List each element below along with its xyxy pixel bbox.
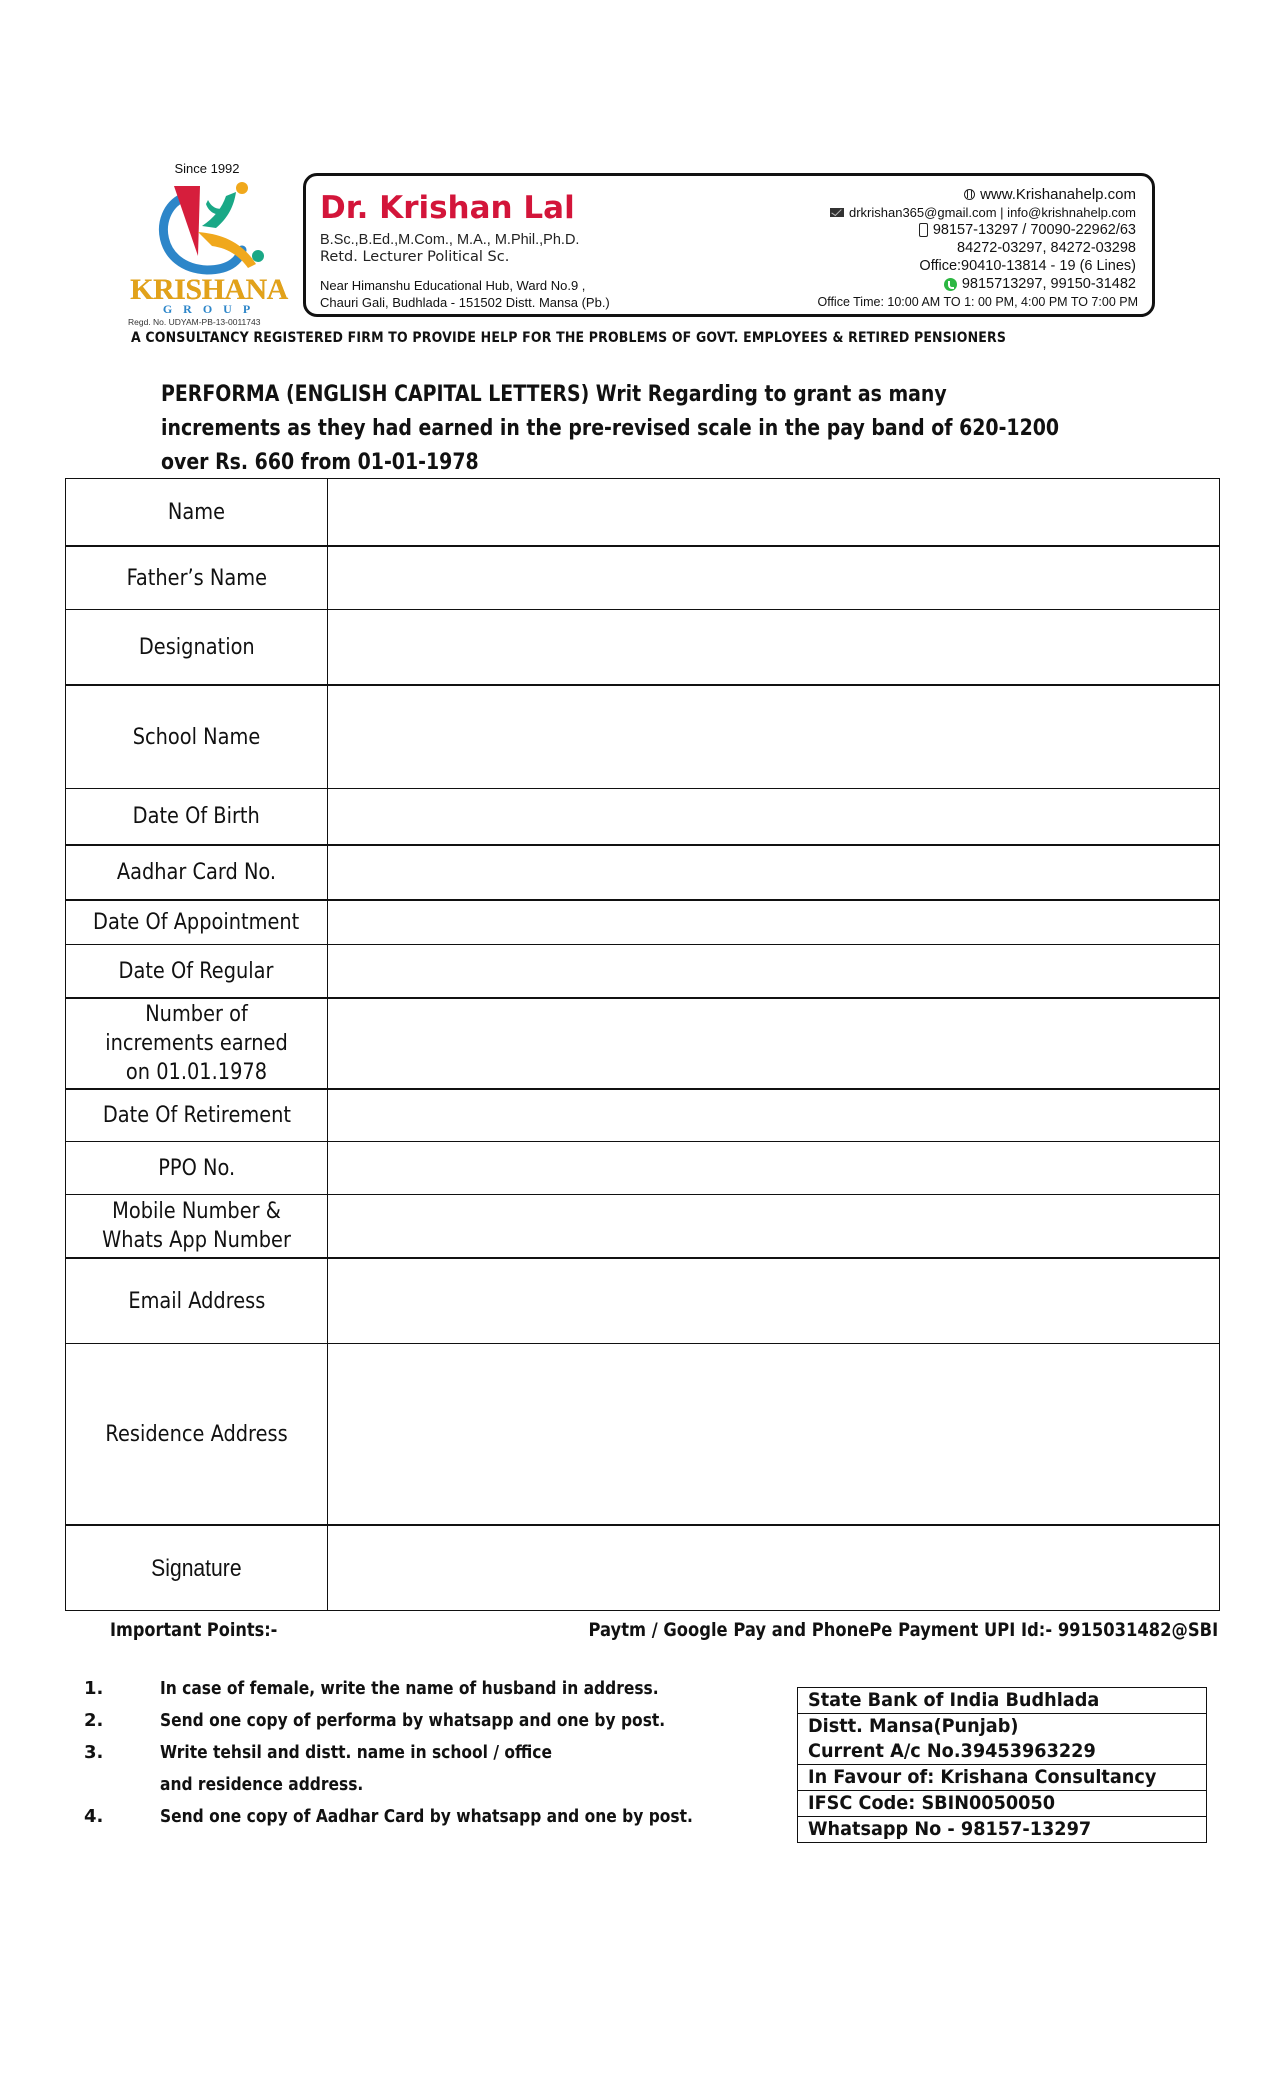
bank-ifsc: IFSC Code: SBIN0050050	[808, 1792, 1056, 1814]
form-row-signature	[66, 1524, 1219, 1610]
list-item	[84, 1801, 784, 1833]
point-text: Write tehsil and distt. name in school / office and residence address.	[160, 1742, 552, 1795]
form-row-residence-address	[66, 1343, 1219, 1524]
firm-tagline: A CONSULTANCY REGISTERED FIRM TO PROVIDE HELP FOR THE PROBLEMS OF GOVT. EMPLOYEES & RETIRED PENSIONERS	[131, 330, 1007, 346]
list-item	[84, 1737, 784, 1801]
krishana-group-logo	[122, 160, 307, 332]
date-of-retirement-field[interactable]	[328, 1090, 1219, 1141]
website-line	[817, 185, 1136, 204]
bank-favour-row	[798, 1764, 1206, 1790]
bank-whatsapp-row	[798, 1816, 1206, 1842]
important-points-list	[84, 1673, 784, 1833]
form-row-date-of-birth	[66, 788, 1219, 844]
form-title-line-3: over Rs. 660 from 01-01-1978	[161, 450, 479, 475]
doctor-position: Retd. Lecturer Political Sc.	[320, 249, 510, 265]
bank-account-row	[798, 1713, 1206, 1764]
bank-whatsapp: Whatsapp No - 98157-13297	[808, 1818, 1092, 1840]
form-row-school-name	[66, 684, 1219, 788]
mail-icon	[830, 208, 844, 217]
point-number: 1.	[84, 1678, 104, 1699]
brand-group: GROUP	[162, 302, 262, 316]
form-row-date-of-regular	[66, 944, 1219, 997]
point-number: 4.	[84, 1806, 104, 1827]
office-phone: Office:90410-13814 - 19 (6 Lines)	[919, 258, 1136, 274]
residence-address-field[interactable]	[328, 1344, 1219, 1524]
bank-ifsc-row	[798, 1790, 1206, 1816]
email-line	[817, 204, 1136, 221]
important-points-heading: Important Points:-	[110, 1619, 278, 1641]
school-name-field[interactable]	[328, 686, 1219, 788]
logo-orange-head	[236, 182, 248, 194]
logo-mark-icon	[152, 178, 272, 278]
list-item	[84, 1705, 784, 1737]
doctor-name: Dr. Krishan Lal	[320, 190, 575, 226]
since-year: Since 1992	[174, 161, 240, 176]
bank-details-box	[797, 1687, 1207, 1843]
form-row-increments	[66, 997, 1219, 1088]
field-label: Residence Address	[66, 1344, 328, 1524]
date-of-regular-field[interactable]	[328, 945, 1219, 997]
form-row-date-of-appointment	[66, 899, 1219, 944]
form-row-mobile	[66, 1194, 1219, 1257]
field-label: Designation	[66, 610, 328, 684]
point-number: 3.	[84, 1742, 104, 1763]
form-row-designation	[66, 609, 1219, 684]
application-form-table	[65, 478, 1220, 1611]
field-label: Mobile Number & Whats App Number	[66, 1195, 328, 1257]
field-label: School Name	[66, 686, 328, 788]
field-label: Aadhar Card No.	[66, 846, 328, 899]
field-label: Date Of Birth	[66, 789, 328, 844]
brand-name: KRISHANA	[130, 273, 288, 306]
logo-green-dot	[252, 250, 264, 262]
field-label: Date Of Retirement	[66, 1090, 328, 1141]
field-label: Email Address	[66, 1259, 328, 1343]
office-time-line	[817, 293, 1138, 310]
bank-name: State Bank of India Budhlada	[808, 1689, 1100, 1711]
increments-field[interactable]	[328, 999, 1219, 1088]
phone-line-2	[817, 239, 1136, 257]
globe-icon	[964, 189, 975, 200]
field-label: Father’s Name	[66, 547, 328, 609]
date-of-birth-field[interactable]	[328, 789, 1219, 844]
address-line-2: Chauri Gali, Budhlada - 151502 Distt. Mansa (Pb.)	[320, 295, 610, 310]
field-label: Signature	[66, 1526, 328, 1610]
address-line-1: Near Himanshu Educational Hub, Ward No.9 ,	[320, 278, 586, 293]
email-links[interactable]: drkrishan365@gmail.com | info@krishnahelp.com	[848, 205, 1136, 220]
date-of-appointment-field[interactable]	[328, 901, 1219, 944]
form-title-line-2: increments as they had earned in the pre-revised scale in the pay band of 620-1200	[161, 416, 1060, 441]
letterhead-card	[303, 173, 1155, 317]
form-row-name	[66, 479, 1219, 545]
ppo-number-field[interactable]	[328, 1142, 1219, 1194]
bank-district: Distt. Mansa(Punjab)	[808, 1715, 1019, 1737]
point-text: In case of female, write the name of husband in address.	[160, 1678, 659, 1699]
doctor-degrees: B.Sc.,B.Ed.,M.Com., M.A., M.Phil.,Ph.D.	[320, 232, 580, 248]
whatsapp-line	[817, 275, 1136, 293]
field-label: Date Of Appointment	[66, 901, 328, 944]
bank-name-row	[798, 1688, 1206, 1713]
form-row-fathers-name	[66, 545, 1219, 609]
point-number: 2.	[84, 1710, 104, 1731]
upi-payment-info: Paytm / Google Pay and PhonePe Payment UPI Id:- 9915031482@SBI	[588, 1619, 1218, 1641]
website-link[interactable]: www.Krishanahelp.com	[980, 186, 1136, 203]
bank-account-number: Current A/c No.39453963229	[808, 1740, 1096, 1762]
fathers-name-field[interactable]	[328, 547, 1219, 609]
point-text: Send one copy of performa by whatsapp and one by post.	[160, 1710, 666, 1731]
signature-field[interactable]	[328, 1526, 1219, 1610]
list-item	[84, 1673, 784, 1705]
whatsapp-numbers: 9815713297, 99150-31482	[961, 276, 1136, 292]
form-row-aadhar	[66, 844, 1219, 899]
form-row-ppo	[66, 1141, 1219, 1194]
name-field[interactable]	[328, 479, 1219, 545]
email-address-field[interactable]	[328, 1259, 1219, 1343]
phone-numbers-1: 98157-13297 / 70090-22962/63	[932, 222, 1136, 238]
field-label: Name	[66, 479, 328, 545]
phone-line-1	[817, 221, 1136, 239]
bank-favour: In Favour of: Krishana Consultancy	[808, 1766, 1157, 1788]
field-label: Number of increments earned on 01.01.1978	[66, 999, 328, 1088]
office-phone-line	[817, 257, 1136, 275]
registration-number: Regd. No. UDYAM-PB-13-0011743	[128, 317, 261, 327]
mobile-phone-icon	[919, 223, 928, 237]
field-label: PPO No.	[66, 1142, 328, 1194]
designation-field[interactable]	[328, 610, 1219, 684]
mobile-number-field[interactable]	[328, 1195, 1219, 1257]
office-time: Office Time: 10:00 AM TO 1: 00 PM, 4:00 PM TO 7:00 PM	[817, 294, 1138, 309]
form-title-line-1: PERFORMA (ENGLISH CAPITAL LETTERS) Writ Regarding to grant as many	[161, 382, 947, 407]
form-row-date-of-retirement	[66, 1088, 1219, 1141]
contact-block	[817, 185, 1136, 310]
logo-red-spike	[174, 186, 200, 256]
form-row-email	[66, 1257, 1219, 1343]
field-label: Date Of Regular	[66, 945, 328, 997]
form-title	[161, 378, 1231, 480]
aadhar-card-field[interactable]	[328, 846, 1219, 899]
point-text: Send one copy of Aadhar Card by whatsapp and one by post.	[160, 1806, 693, 1827]
phone-numbers-2: 84272-03297, 84272-03298	[957, 240, 1136, 256]
whatsapp-icon	[944, 278, 957, 291]
